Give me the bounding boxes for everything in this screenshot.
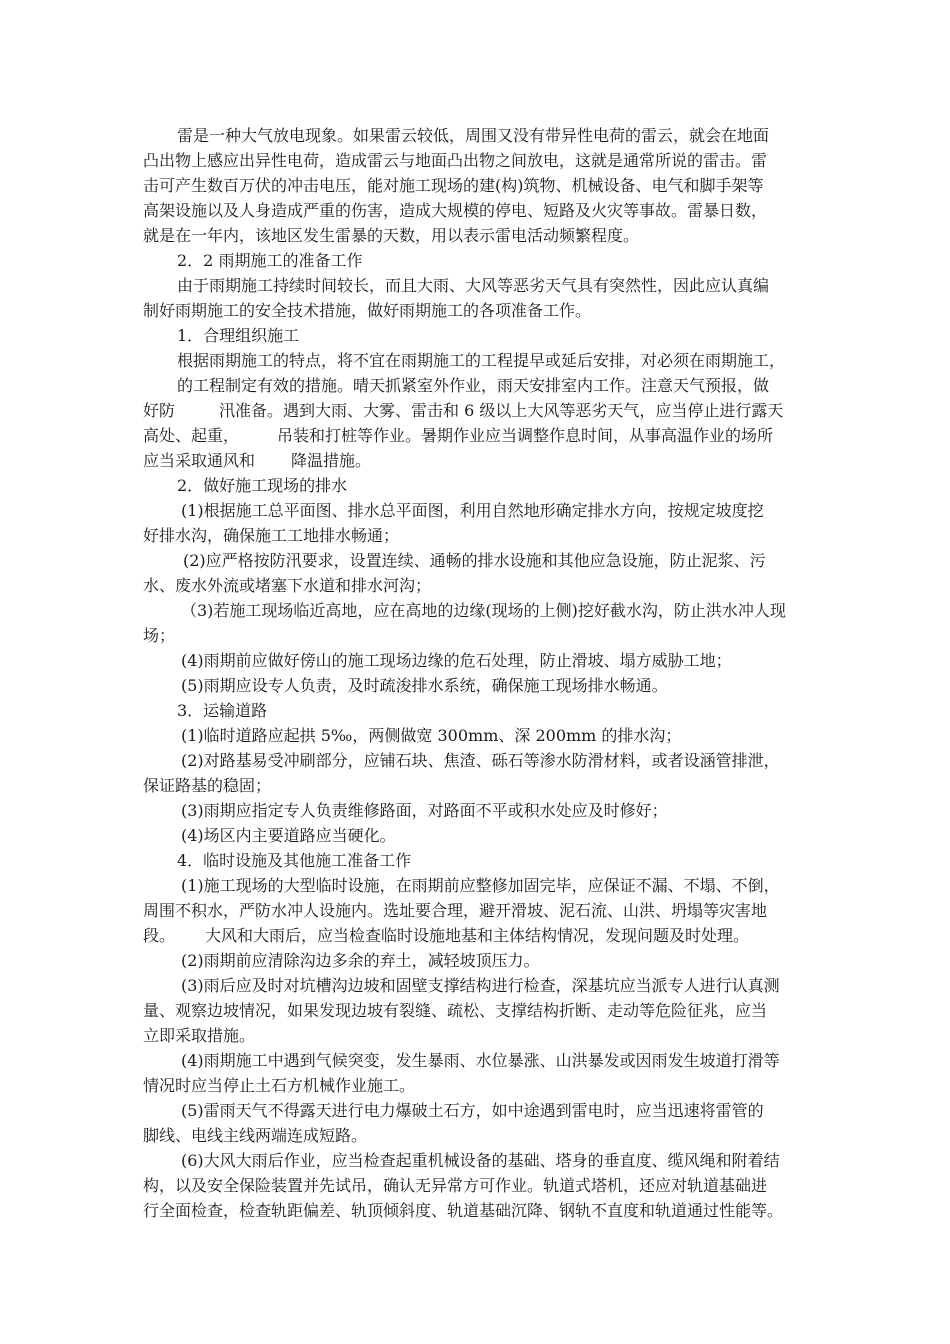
paragraph-line <box>143 923 823 948</box>
text-fragment: 降温措施。 <box>291 451 372 470</box>
paragraph-line: 行全面检查，检查轨距偏差、轨顶倾斜度、轨道基础沉降、钢轨不直度和轨道通过性能等。 <box>143 1201 784 1220</box>
list-item: (3)雨期应指定专人负责维修路面，对路面不平或积水处应及时修好； <box>181 801 668 820</box>
paragraph-line: 情况时应当停止土石方机械作业施工。 <box>143 1076 416 1095</box>
text-fragment: 段。 <box>143 926 176 945</box>
list-item: (1)施工现场的大型临时设施，在雨期前应整修加固完毕，应保证不漏、不塌、不倒， <box>181 876 780 895</box>
list-item: (2)雨期前应清除沟边多余的弃土，减轻坡顶压力。 <box>181 951 540 970</box>
list-item: (5)雨期应设专人负责，及时疏浚排水系统，确保施工现场排水畅通。 <box>181 676 668 695</box>
text-fragment: 应当采取通风和 <box>143 451 256 470</box>
paragraph-line: 就是在一年内，该地区发生雷暴的天数，用以表示雷电活动频繁程度。 <box>143 226 640 245</box>
list-item: （3)若施工现场临近高地，应在高地的边缘(现场的上侧)挖好截水沟，防止洪水冲人现 <box>181 601 786 620</box>
paragraph-line: 雷是一种大气放电现象。如果雷云较低，周围又没有带异性电荷的雷云，就会在地面 <box>177 126 770 145</box>
paragraph-line: 周围不积水，严防水冲人设施内。选址要合理，避开滑坡、泥石流、山洪、坍塌等灾害地 <box>143 901 768 920</box>
paragraph-line: 根据雨期施工的特点，将不宜在雨期施工的工程提早或延后安排，对必须在雨期施工， <box>177 351 786 370</box>
paragraph-line <box>143 423 823 448</box>
list-item: (1)临时道路应起拱 5‰，两侧做宽 300mm、深 200mm 的排水沟； <box>181 726 682 745</box>
list-item: (1)根据施工总平面图、排水总平面图，利用自然地形确定排水方向，按规定坡度挖 <box>181 501 764 520</box>
paragraph-line: 好排水沟，确保施工工地排水畅通； <box>143 526 400 545</box>
subsection-heading: 1．合理组织施工 <box>177 326 300 345</box>
section-heading: 2．2 雨期施工的准备工作 <box>177 251 363 270</box>
list-item: (5)雷雨天气不得露天进行电力爆破土石方，如中途遇到雷电时，应当迅速将雷管的 <box>181 1101 764 1120</box>
paragraph-line: 保证路基的稳固； <box>143 776 272 795</box>
text-fragment: 汛准备。遇到大雨、大雾、雷击和 6 级以上大风等恶劣天气，应当停止进行露天 <box>219 401 784 420</box>
paragraph-line: 的工程制定有效的措施。晴天抓紧室外作业，雨天安排室内工作。注意天气预报，做 <box>177 376 770 395</box>
paragraph-line: 构，以及安全保险装置并先试吊，确认无异常方可作业。轨道式塔机，还应对轨道基础进 <box>143 1176 768 1195</box>
text-fragment: 高处、起重， <box>143 426 240 445</box>
text-fragment: 大风和大雨后，应当检查临时设施地基和主体结构情况，发现问题及时处理。 <box>205 926 750 945</box>
paragraph-line: 高架设施以及人身造成严重的伤害，造成大规模的停电、短路及火灾等事故。雷暴日数， <box>143 201 768 220</box>
paragraph-line <box>143 398 823 423</box>
paragraph-line: 水、废水外流或堵塞下水道和排水河沟； <box>143 576 432 595</box>
list-item: (2)应严格按防汛要求，设置连续、通畅的排水设施和其他应急设施，防止泥浆、污 <box>183 551 766 570</box>
list-item: (3)雨后应及时对坑槽沟边坡和固壁支撑结构进行检查，深基坑应当派专人进行认真测 <box>181 976 780 995</box>
paragraph-line <box>143 448 823 473</box>
subsection-heading: 2．做好施工现场的排水 <box>177 476 348 495</box>
paragraph-line: 凸出物上感应出异性电荷，造成雷云与地面凸出物之间放电，这就是通常所说的雷击。雷 <box>143 151 768 170</box>
paragraph-line: 击可产生数百万伏的冲击电压，能对施工现场的建(构)筑物、机械设备、电气和脚手架等 <box>143 176 764 195</box>
document-body <box>143 123 823 1223</box>
paragraph-line: 场； <box>143 626 176 645</box>
list-item: (4)雨期前应做好傍山的施工现场边缘的危石处理，防止滑坡、塌方威胁工地； <box>181 651 732 670</box>
paragraph-line: 脚线、电线主线两端连成短路。 <box>143 1126 368 1145</box>
text-fragment: 吊装和打桩等作业。暑期作业应当调整作息时间，从事高温作业的场所 <box>277 426 774 445</box>
paragraph-line: 由于雨期施工持续时间较长，而且大雨、大风等恶劣天气具有突然性，因此应认真编 <box>177 276 770 295</box>
text-fragment: 好防 <box>143 401 176 420</box>
paragraph-line: 立即采取措施。 <box>143 1026 256 1045</box>
list-item: (2)对路基易受冲刷部分，应铺石块、焦渣、砾石等渗水防滑材料，或者设涵管排泄， <box>181 751 780 770</box>
list-item: (6)大风大雨后作业，应当检查起重机械设备的基础、塔身的垂直度、缆风绳和附着结 <box>181 1151 780 1170</box>
subsection-heading: 3．运输道路 <box>177 701 268 720</box>
paragraph-line: 制好雨期施工的安全技术措施，做好雨期施工的各项准备工作。 <box>143 301 592 320</box>
paragraph-line: 量、观察边坡情况，如果发现边坡有裂缝、疏松、支撑结构折断、走动等危险征兆，应当 <box>143 1001 768 1020</box>
list-item: (4)场区内主要道路应当硬化。 <box>181 826 396 845</box>
subsection-heading: 4．临时设施及其他施工准备工作 <box>177 851 412 870</box>
list-item: (4)雨期施工中遇到气候突变，发生暴雨、水位暴涨、山洪暴发或因雨发生坡道打滑等 <box>181 1051 780 1070</box>
